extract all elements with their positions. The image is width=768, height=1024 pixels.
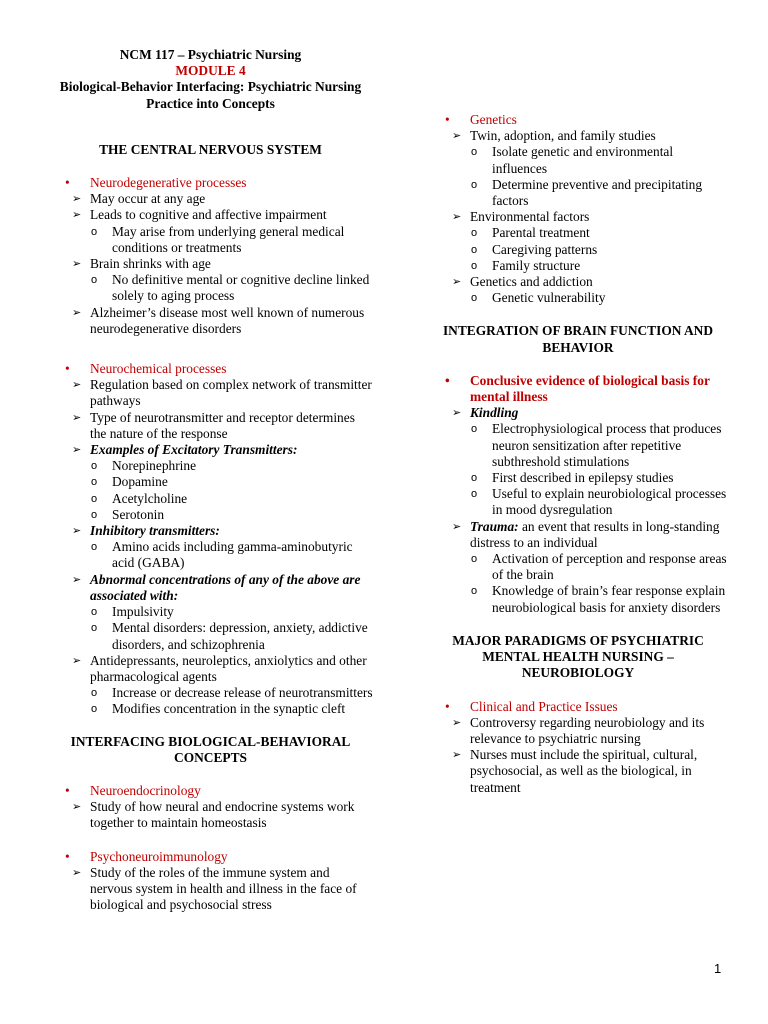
list-item: ➢ Regulation based on complex network of transmitter pathways (48, 377, 373, 409)
bullet-conclusive-evidence: • Conclusive evidence of biological basis for mental illness (428, 373, 728, 405)
sub-list-item: o Increase or decrease release of neurotransmitters (48, 685, 373, 701)
bullet-clinical-practice: • Clinical and Practice Issues (428, 699, 728, 715)
list-item: ➢ Twin, adoption, and family studies (428, 128, 728, 144)
list-item: ➢ Controversy regarding neurobiology and its relevance to psychiatric nursing (428, 715, 728, 747)
sub-list-item: o Family structure (428, 258, 728, 274)
sub-list-item: o Isolate genetic and environmental influences (428, 144, 728, 176)
list-item: ➢ Alzheimer’s disease most well known of numerous neurodegenerative disorders (48, 305, 373, 337)
sub-list-item: o Useful to explain neurobiological processes in mood dysregulation (428, 486, 728, 518)
sub-list-item: o Dopamine (48, 474, 373, 490)
bullet-psychoneuroimmunology: • Psychoneuroimmunology (48, 849, 373, 865)
bullet-neurodegenerative: • Neurodegenerative processes (48, 175, 373, 191)
sub-list-item: o Impulsivity (48, 604, 373, 620)
section-heading-integration-1: INTEGRATION OF BRAIN FUNCTION AND (442, 323, 714, 339)
list-item: ➢ Kindling (428, 405, 728, 421)
list-item: ➢ Brain shrinks with age (48, 256, 373, 272)
list-item: ➢ Abnormal concentrations of any of the above are associated with: (48, 572, 373, 604)
trauma-label: Trauma: (470, 518, 519, 534)
sub-list-item: o First described in epilepsy studies (428, 470, 728, 486)
list-item: ➢ Environmental factors (428, 209, 728, 225)
list-item: ➢ May occur at any age (48, 191, 373, 207)
sub-list-item: o Amino acids including gamma-aminobutyric acid (GABA) (48, 539, 373, 571)
list-item: ➢ Study of how neural and endocrine systems work together to maintain homeostasis (48, 799, 373, 831)
list-item: ➢ Antidepressants, neuroleptics, anxiolytics and other pharmacological agents (48, 653, 373, 685)
sub-list-item: o May arise from underlying general medical conditions or treatments (48, 224, 373, 256)
trauma-text: an event that results in long-standing distress to an individual (470, 518, 720, 550)
bullet-neurochemical: • Neurochemical processes (48, 361, 373, 377)
section-heading-paradigms-1: MAJOR PARADIGMS OF PSYCHIATRIC (452, 632, 704, 648)
sub-list-item: o Genetic vulnerability (428, 290, 728, 306)
module-title-line1: Biological-Behavior Interfacing: Psychiatric Nursing (59, 79, 362, 95)
sub-list-item: o Mental disorders: depression, anxiety, addictive disorders, and schizophrenia (48, 620, 373, 652)
sub-list-item: o Modifies concentration in the synaptic cleft (48, 701, 373, 717)
list-item (428, 519, 728, 551)
bullet-genetics: • Genetics (428, 112, 728, 128)
list-item: ➢ Study of the roles of the immune system and nervous system in health and illness in the face of biological and psychosocial stress (48, 865, 373, 914)
course-title: NCM 117 – Psychiatric Nursing (119, 47, 302, 62)
sub-list-item: o Electrophysiological process that produces neuron sensitization after repetitive subthreshold stimulations (428, 421, 728, 470)
section-heading-interfacing-2: CONCEPTS (174, 749, 247, 765)
right-column (428, 0, 728, 796)
sub-list-item: o Caregiving patterns (428, 242, 728, 258)
sub-list-item: o Activation of perception and response areas of the brain (428, 551, 728, 583)
sub-list-item: o Acetylcholine (48, 491, 373, 507)
section-heading-cns: THE CENTRAL NERVOUS SYSTEM (99, 141, 322, 157)
bullet-neuroendocrinology: • Neuroendocrinology (48, 783, 373, 799)
sub-list-item: o Norepinephrine (48, 458, 373, 474)
section-heading-paradigms-2: MENTAL HEALTH NURSING – (482, 649, 674, 665)
list-item: ➢ Genetics and addiction (428, 274, 728, 290)
page-number: 1 (714, 961, 722, 976)
left-column (48, 0, 373, 913)
list-item: ➢ Type of neurotransmitter and receptor determines the nature of the response (48, 410, 373, 442)
list-item: ➢ Leads to cognitive and affective impairment (48, 207, 373, 223)
sub-list-item: o Serotonin (48, 507, 373, 523)
sub-list-item: o Knowledge of brain’s fear response explain neurobiological basis for anxiety disorders (428, 583, 728, 615)
list-item: ➢ Nurses must include the spiritual, cultural, psychosocial, as well as the biological, in treatment (428, 747, 728, 796)
sub-list-item: o Parental treatment (428, 225, 728, 241)
section-heading-integration-2: BEHAVIOR (542, 339, 614, 355)
list-item: ➢ Examples of Excitatory Transmitters: (48, 442, 373, 458)
module-label: MODULE 4 (175, 63, 246, 79)
sub-list-item: o Determine preventive and precipitating factors (428, 177, 728, 209)
sub-list-item: o No definitive mental or cognitive decline linked solely to aging process (48, 272, 373, 304)
module-title-line2: Practice into Concepts (146, 95, 275, 111)
list-item: ➢ Inhibitory transmitters: (48, 523, 373, 539)
section-heading-paradigms-3: NEUROBIOLOGY (521, 665, 635, 681)
section-heading-interfacing-1: INTERFACING BIOLOGICAL-BEHAVIORAL (70, 733, 351, 749)
